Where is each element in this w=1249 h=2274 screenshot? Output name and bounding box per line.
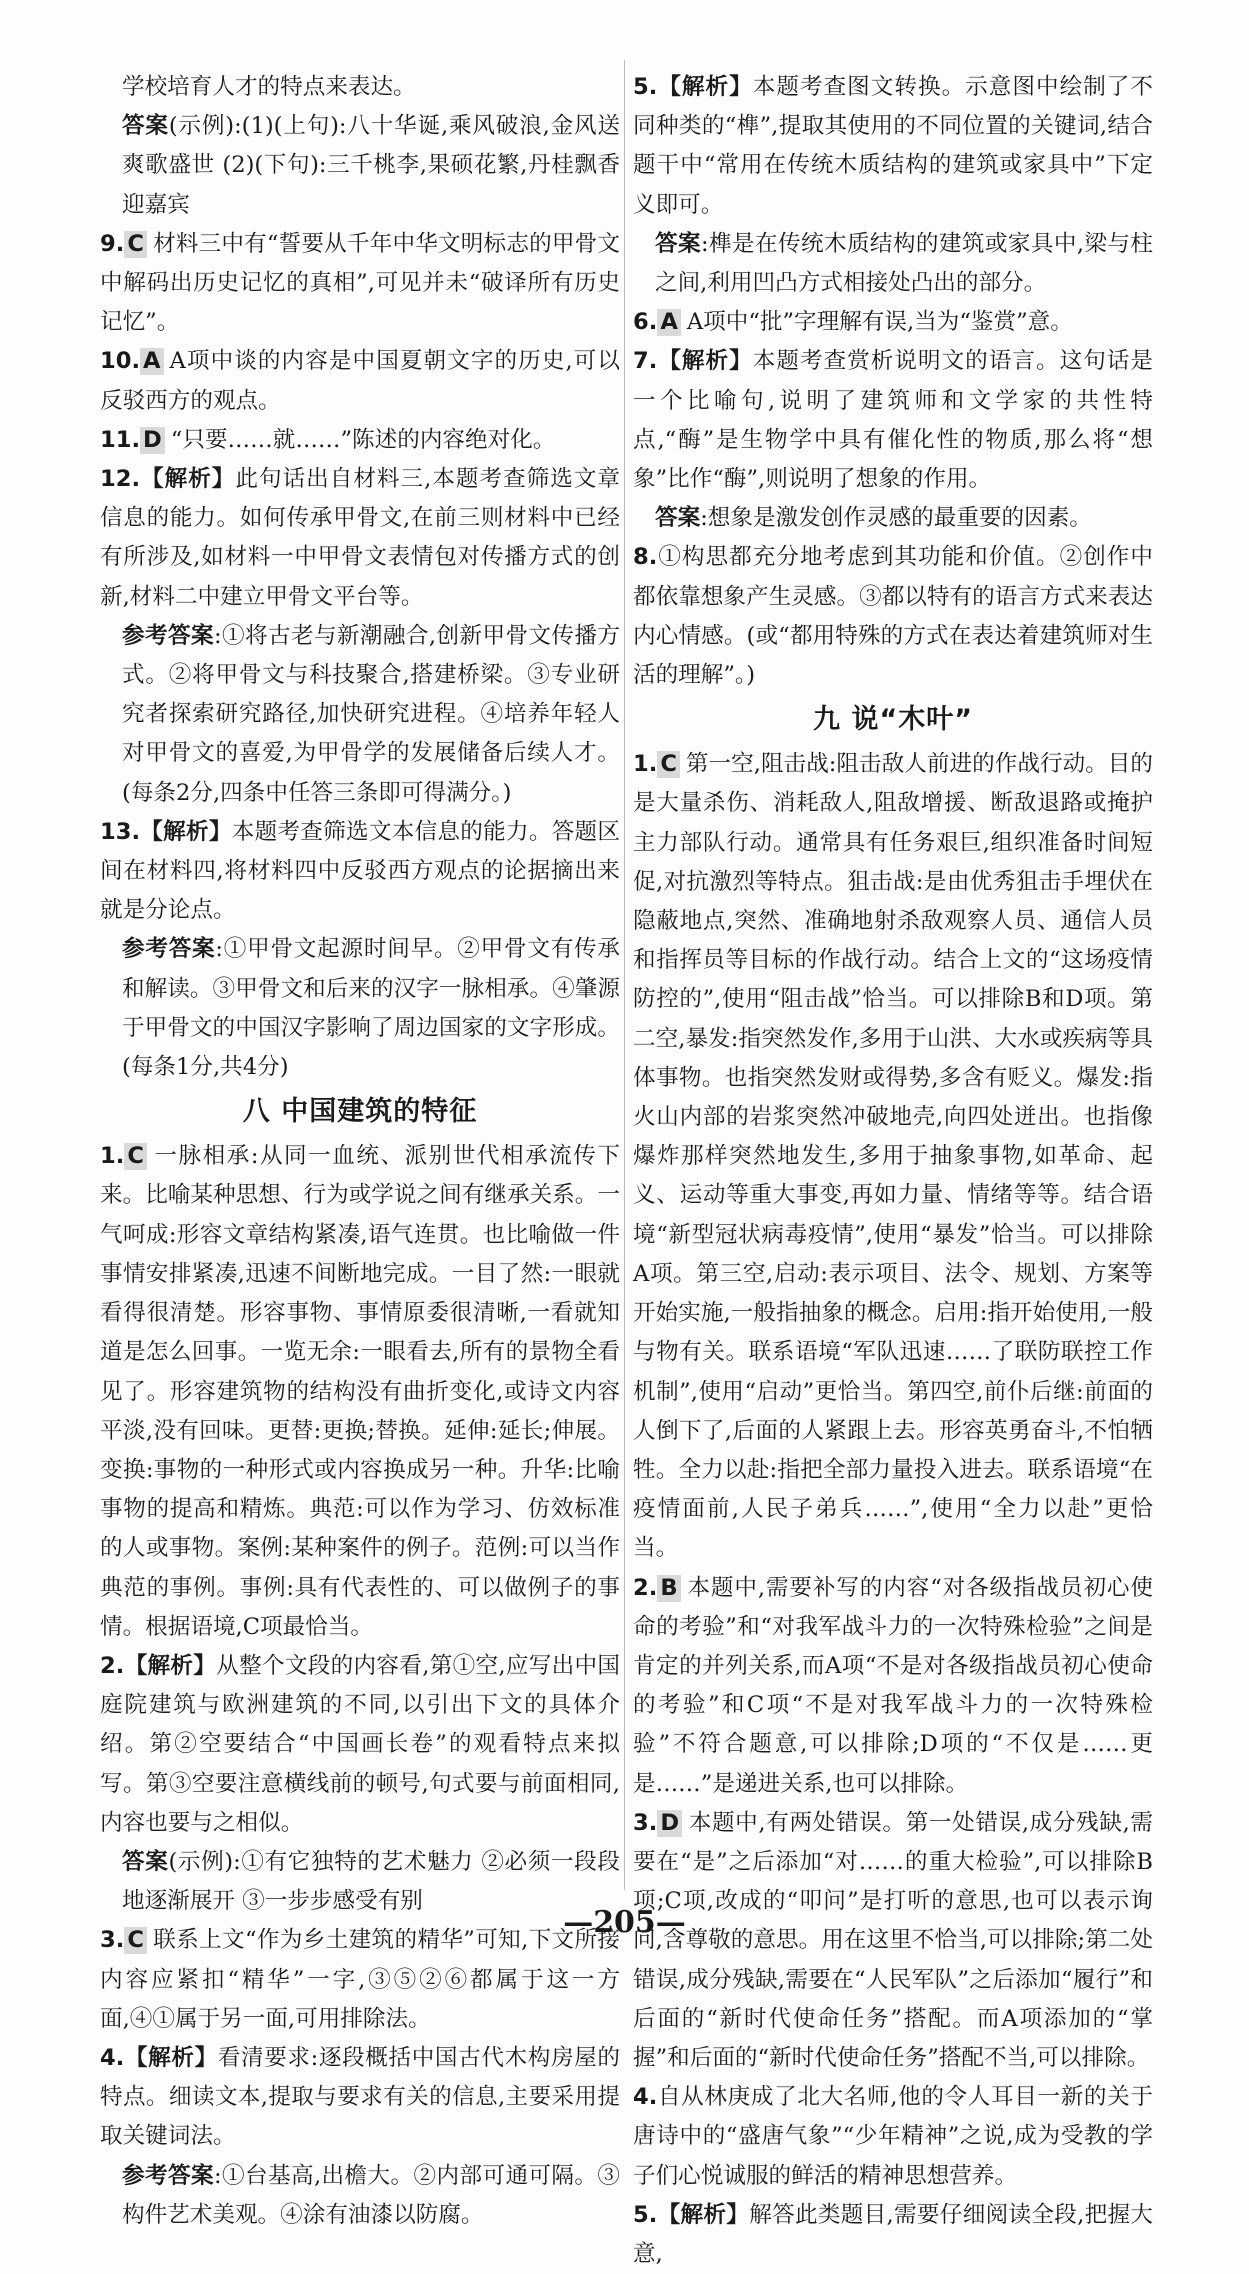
question-number: 5. [633,74,658,100]
question-text: 本题考查图文转换。示意图中绘制了不同种类的“榫”,提取其使用的不同位置的关键词,结合题干中“常用在传统木质结构的建筑或家具中”下定义即可。 [633,74,1154,218]
answer-text: :想象是激发创作灵感的最重要的因素。 [700,505,1092,532]
reference-answer [100,930,620,1087]
analysis-tag: 【解析】 [124,1652,217,1679]
reference-answer-text: :①甲骨文起源时间早。②甲骨文有传承和解读。③甲骨文和后来的汉字一脉相承。④肇源于甲骨文的中国汉字影响了周边国家的文字形成。(每条1分,共4分) [122,936,620,1081]
question-text: 材料三中有“誓要从千年中华文明标志的甲骨文中解码出历史记忆的真相”,可见并未“破译所有历史记忆”。 [100,230,620,336]
answer-text: (示例):①有它独特的艺术魅力 ②必须一段段地逐渐展开 ③一步步感受有别 [122,1848,620,1915]
question-text: “只要……就……”陈述的内容绝对化。 [170,426,556,453]
answer-choice-box: A [657,309,681,336]
question-number: 1. [633,751,658,778]
reference-answer-label: 参考答案 [122,2162,214,2189]
question-13 [100,813,620,931]
question-text: 本题考查赏析说明文的语言。这句话是一个比喻句,说明了建筑师和文学家的共性特点,“酶”是生物学中具有催化性的物质,那么将“想象”比作“酶”,则说明了想象的作用。 [633,348,1154,493]
continued-text: 学校培育人才的特点来表达。 [122,74,416,100]
answer-choice-box: B [657,1575,680,1602]
question-number: 10. [100,348,141,375]
answer-label: 答案 [122,1848,169,1875]
question-number: 2. [100,1652,125,1679]
answer-choice-box: A [140,348,164,375]
right-column [633,68,1153,2274]
answer-block [633,499,1153,538]
question-number: 4. [100,2044,125,2071]
s9-question-2 [633,1569,1153,1804]
question-11 [100,421,620,460]
question-number: 4. [633,2084,658,2111]
analysis-tag: 【解析】 [140,818,232,845]
s9-question-4 [633,2078,1153,2196]
answer-label: 答案 [655,505,701,532]
question-text: 本题中,有两处错误。第一处错误,成分残缺,需要在“是”之后添加“对……的重大检验”,可以排除B项;C项,改成的“叩问”是打听的意思,也可以表示询问,含尊敬的意思。用在这里不恰当,可以排除;第二处错误,成分残缺,需要在“人民军队”之后添加“履行”和后面的“新时代使命任务”搭配。而A项添加的“掌握”和后面的“新时代使命任务”搭配不当,可以排除。 [633,1809,1153,2071]
question-10 [100,342,620,420]
question-text: 解答此类题目,需要仔细阅读全段,把握大意, [633,2201,1154,2267]
answer-text: (示例):(1)(上句):八十华诞,乘风破浪,金风送爽歌盛世 (2)(下句):三千桃李,果硕花繁,丹桂飘香迎嘉宾 [122,113,620,218]
answer-block [100,107,620,225]
question-7 [633,342,1153,499]
question-text: 从整个文段的内容看,第①空,应写出中国庭院建筑与欧洲建筑的不同,以引出下文的具体介绍。第②空要结合“中国画长卷”的观看特点来拟写。第③空要注意横线前的顿号,句式要与前面相同,内容也要与之相似。 [100,1652,621,1836]
question-number: 8. [633,544,658,571]
reference-answer-text: :①台基高,出檐大。②内部可通可隔。③构件艺术美观。④涂有油漆以防腐。 [122,2162,621,2228]
reference-answer [100,617,620,813]
question-number: 6. [633,309,658,336]
section-title-9: 九 说“木叶” [813,704,973,736]
reference-answer [100,2157,620,2235]
question-number: 2. [633,1574,658,1601]
question-text: 一脉相承:从同一血统、派别世代相承流传下来。比喻某种思想、行为或学说之间有继承关系。一气呵成:形容文章结构紧凑,语气连贯。也比喻做一件事情安排紧凑,迅速不间断地完成。一目了然:一眼就看得很清楚。形容事物、事情原委很清晰,一看就知道是怎么回事。一览无余:一眼看去,所有的景物全看见了。形容建筑物的结构没有曲折变化,或诗文内容平淡,没有回味。更替:更换;替换。延伸:延长;伸展。变换:事物的一种形式或内容换成另一种。升华:比喻事物的提高和精炼。典范:可以作为学习、仿效标准的人或事物。案例:某种案件的例子。范例:可以当作典范的事例。事例:具有代表性的、可以做例子的事情。根据语境,C项最恰当。 [100,1143,620,1640]
question-text: 此句话出自材料三,本题考查筛选文章信息的能力。如何传承甲骨文,在前三则材料中已经有所涉及,如材料一中甲骨文表情包对传播方式的创新,材料二中建立甲骨文平台等。 [100,466,621,610]
column-divider [624,60,625,1890]
answer-label: 答案 [122,113,169,140]
reference-answer-text: :①将古老与新潮融合,创新甲骨文传播方式。②将甲骨文与科技聚合,搭建桥梁。③专业研究者探索研究路径,加快研究进程。④培养年轻人对甲骨文的喜爱,为甲骨学的发展储备后续人才。(每条2分,四条中任答三条即可得满分。) [122,622,621,806]
question-6 [633,303,1153,342]
answer-choice-box: C [124,231,147,258]
s8-question-2 [100,1647,620,1843]
s9-question-1 [633,745,1153,1568]
answer-block [633,225,1153,303]
question-number: 13. [100,818,141,845]
page-number: —205— [563,1905,686,1940]
analysis-tag: 【解析】 [657,74,753,100]
s9-question-3 [633,1804,1153,2078]
question-number: 1. [100,1143,125,1170]
reference-answer-label: 参考答案 [122,936,216,963]
question-text: 第一空,阻击战:阻击敌人前进的作战行动。目的是大量杀伤、消耗敌人,阻敌增援、断敌退路或掩护主力部队行动。通常具有任务艰巨,组织准备时间短促,对抗激烈等特点。狙击战:是由优秀狙击手埋伏在隐蔽地点,突然、准确地射杀敌观察人员、通信人员和指挥员等目标的作战行动。结合上文的“这场疫情防控的”,使用“阻击战”恰当。可以排除B和D项。第二空,暴发:指突然发作,多用于山洪、大水或疾病等具体事物。也指突然发财或得势,多含有贬义。爆发:指火山内部的岩浆突然冲破地壳,向四处迸出。也指像爆炸那样突然地发生,多用于抽象事物,如革命、起义、运动等重大事变,再如力量、情绪等等。结合语境“新型冠状病毒疫情”,使用“暴发”恰当。可以排除A项。第三空,启动:表示项目、法令、规划、方案等开始实施,一般指抽象的概念。启用:指开始使用,一般与物有关。联系语境“军队迅速……了联防联控工作机制”,使用“启动”更恰当。第四空,前仆后继:前面的人倒下了,后面的人紧跟上去。形容英勇奋斗,不怕牺牲。全力以赴:指把全部力量投入进去。联系语境“在疫情面前,人民子弟兵……”,使用“全力以赴”更恰当。 [633,751,1153,1562]
question-text: ①构思都充分地考虑到其功能和价值。②创作中都依靠想象产生灵感。③都以特有的语言方式来表达内心情感。(或“都用特殊的方式在表达着建筑师对生活的理解”。) [633,544,1153,689]
analysis-tag: 【解析】 [657,348,753,375]
question-text: 看清要求:逐段概括中国古代木构房屋的特点。细读文本,提取与要求有关的信息,主要采用提取关键词法。 [100,2044,620,2150]
answer-choice-box: C [124,1143,147,1170]
question-number: 3. [100,1927,125,1954]
question-12 [100,460,620,617]
answer-text: :榫是在传统木质结构的建筑或家具中,梁与柱之间,利用凹凸方式相接处凸出的部分。 [655,230,1153,297]
question-text: 联系上文“作为乡土建筑的精华”可知,下文所接内容应紧扣“精华”一字,③⑤②⑥都属于这一方面,④①属于另一面,可用排除法。 [100,1927,620,2032]
question-number: 7. [633,348,658,375]
answer-choice-box: C [124,1927,147,1954]
analysis-tag: 【解析】 [140,466,236,493]
question-text: A项中“批”字理解有误,当为“鉴赏”意。 [686,309,1073,336]
question-text: A项中谈的内容是中国夏朝文字的历史,可以反驳西方的观点。 [100,348,620,414]
analysis-tag: 【解析】 [124,2044,218,2071]
question-text: 本题考查筛选文本信息的能力。答题区间在材料四,将材料四中反驳西方观点的论据摘出来就是分论点。 [100,818,621,924]
answer-choice-box: D [140,427,165,454]
s8-question-1 [100,1137,620,1647]
question-number: 5. [633,2201,658,2228]
question-number: 11. [100,426,141,453]
question-5 [633,68,1153,225]
s8-question-4 [100,2039,620,2157]
section-title-8: 八 中国建筑的特征 [242,1096,478,1128]
reference-answer-label: 参考答案 [122,622,214,649]
question-text: 自从林庚成了北大名师,他的令人耳目一新的关于唐诗中的“盛唐气象”“少年精神”之说,成为受教的学子们心悦诚服的鲜活的精神思想营养。 [633,2084,1153,2189]
s9-question-5 [633,2196,1153,2274]
answer-label: 答案 [655,230,701,257]
question-9 [100,225,620,343]
question-text: 本题中,需要补写的内容“对各级指战员初心使命的考验”和“对我军战斗力的一次特殊检验”之间是肯定的并列关系,而A项“不是对各级指战员初心使命的考验”和C项“不是对我军战斗力的一次特殊检验”不符合题意,可以排除;D项的“不仅是……更是……”是递进关系,也可以排除。 [633,1574,1153,1797]
question-number: 3. [633,1809,658,1836]
question-number: 12. [100,466,141,493]
question-number: 9. [100,230,125,257]
answer-choice-box: C [657,751,680,778]
question-8 [633,538,1153,695]
answer-choice-box: D [657,1810,682,1837]
analysis-tag: 【解析】 [657,2201,750,2228]
